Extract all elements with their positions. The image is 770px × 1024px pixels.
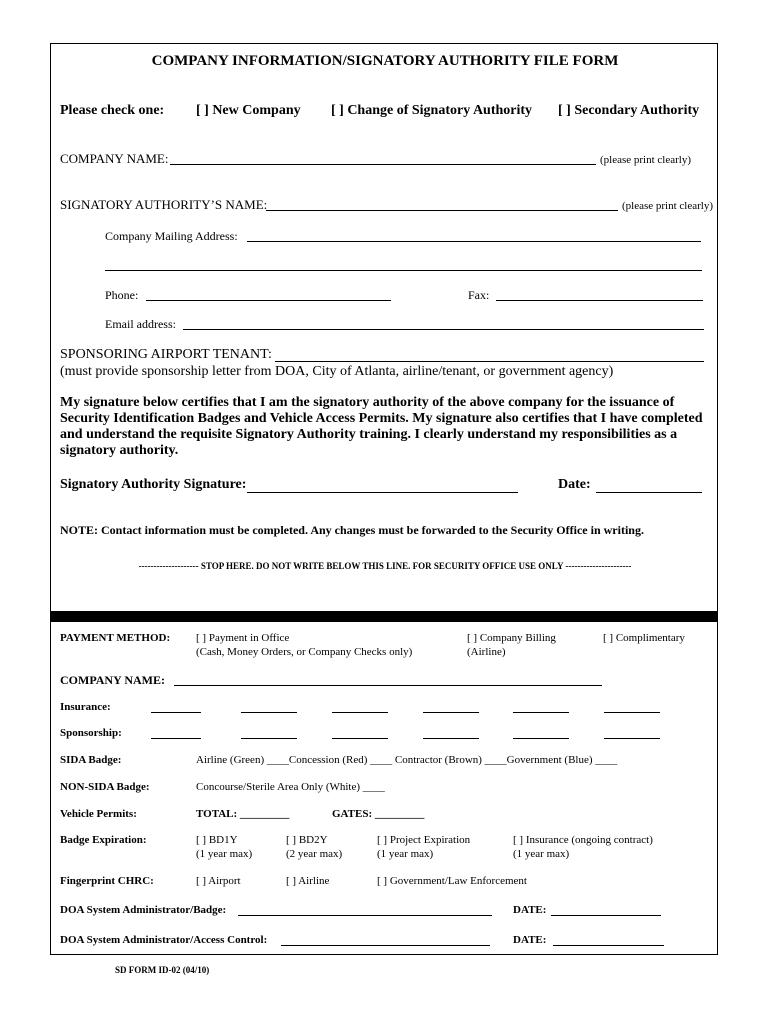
check-one-label: Please check one:: [60, 103, 165, 118]
payment-complimentary-option[interactable]: [ ] Complimentary: [603, 632, 685, 644]
signatory-name-label: SIGNATORY AUTHORITY’S NAME:: [60, 197, 268, 212]
badge-expiration-label: Badge Expiration:: [60, 834, 147, 846]
company-name-note: (please print clearly): [600, 154, 692, 166]
insurance-field-1[interactable]: [151, 712, 201, 713]
insurance-field-6[interactable]: [604, 712, 660, 713]
exp-bd2y-option[interactable]: [ ] BD2Y: [286, 834, 328, 846]
payment-office-option[interactable]: [ ] Payment in Office: [196, 632, 290, 644]
insurance-label: Insurance:: [60, 701, 111, 713]
chrc-label: Fingerprint CHRC:: [60, 875, 154, 887]
payment-billing-note: (Airline): [467, 646, 506, 658]
mailing-address-label: Company Mailing Address:: [105, 229, 238, 243]
fax-label: Fax:: [468, 288, 490, 302]
vehicle-permits-label: Vehicle Permits:: [60, 808, 137, 820]
email-field[interactable]: [183, 329, 704, 330]
nonsida-options[interactable]: Concourse/Sterile Area Only (White) ____: [196, 781, 385, 793]
admin-access-date-label: DATE:: [513, 934, 547, 946]
sida-label: SIDA Badge:: [60, 754, 122, 766]
sponsorship-field-3[interactable]: [332, 738, 388, 739]
signatory-name-note: (please print clearly): [622, 200, 714, 212]
admin-access-label: DOA System Administrator/Access Control:: [60, 934, 268, 946]
insurance-field-4[interactable]: [423, 712, 479, 713]
signature-field[interactable]: [247, 492, 518, 493]
admin-badge-date-label: DATE:: [513, 904, 547, 916]
sida-options[interactable]: Airline (Green) ____Concession (Red) ____ Contractor (Brown) ____Government (Blue) ____: [196, 754, 618, 766]
phone-field[interactable]: [146, 300, 391, 301]
sponsor-label: SPONSORING AIRPORT TENANT:: [60, 347, 272, 362]
phone-label: Phone:: [105, 288, 139, 302]
sponsor-field[interactable]: [275, 361, 704, 362]
vehicle-gates-field[interactable]: GATES: _________: [332, 808, 425, 820]
payment-office-note: (Cash, Money Orders, or Company Checks only): [196, 646, 413, 658]
admin-badge-date-field[interactable]: [551, 915, 661, 916]
fax-field[interactable]: [496, 300, 703, 301]
exp-insurance-note: (1 year max): [513, 848, 570, 860]
email-label: Email address:: [105, 317, 176, 331]
option-change-signatory[interactable]: [ ] Change of Signatory Authority: [331, 103, 533, 118]
admin-badge-field[interactable]: [238, 915, 492, 916]
divider-bar: [50, 611, 718, 622]
chrc-government-option[interactable]: [ ] Government/Law Enforcement: [377, 875, 527, 887]
exp-project-note: (1 year max): [377, 848, 434, 860]
mailing-address-field[interactable]: [247, 241, 701, 242]
form-title: COMPANY INFORMATION/SIGNATORY AUTHORITY FILE FORM: [151, 53, 619, 69]
sponsorship-label: Sponsorship:: [60, 727, 122, 739]
insurance-field-2[interactable]: [241, 712, 297, 713]
payment-billing-option[interactable]: [ ] Company Billing: [467, 632, 556, 644]
exp-bd1y-note: (1 year max): [196, 848, 253, 860]
exp-insurance-option[interactable]: [ ] Insurance (ongoing contract): [513, 834, 653, 846]
sponsor-note: (must provide sponsorship letter from DOA, City of Atlanta, airline/tenant, or government agency): [60, 364, 614, 379]
sponsorship-field-1[interactable]: [151, 738, 201, 739]
stop-line: -------------------- STOP HERE. DO NOT WRITE BELOW THIS LINE. FOR SECURITY OFFICE USE ONLY ----------------------: [138, 561, 632, 571]
option-new-company[interactable]: [ ] New Company: [196, 103, 301, 118]
chrc-airport-option[interactable]: [ ] Airport: [196, 875, 241, 887]
exp-bd2y-note: (2 year max): [286, 848, 343, 860]
admin-access-field[interactable]: [281, 945, 490, 946]
exp-bd1y-option[interactable]: [ ] BD1Y: [196, 834, 238, 846]
insurance-field-3[interactable]: [332, 712, 388, 713]
admin-badge-label: DOA System Administrator/Badge:: [60, 904, 227, 916]
sponsorship-field-6[interactable]: [604, 738, 660, 739]
form-id: SD FORM ID-02 (04/10): [115, 965, 210, 975]
office-company-name-label: COMPANY NAME:: [60, 673, 165, 687]
admin-access-date-field[interactable]: [553, 945, 664, 946]
mailing-address-field-2[interactable]: [105, 270, 702, 271]
company-name-field[interactable]: [170, 164, 596, 165]
exp-project-option[interactable]: [ ] Project Expiration: [377, 834, 471, 846]
signature-date-label: Date:: [558, 477, 591, 492]
option-secondary-authority[interactable]: [ ] Secondary Authority: [558, 103, 700, 118]
signature-date-field[interactable]: [596, 492, 702, 493]
company-name-label: COMPANY NAME:: [60, 151, 169, 166]
nonsida-label: NON-SIDA Badge:: [60, 781, 150, 793]
office-company-name-field[interactable]: [174, 685, 602, 686]
certification-text: My signature below certifies that I am the signatory authority of the above company for the issuance of Security Identification Badges and Vehicle Access Permits. My signature also certifies that I have completed and understand the requisite Signatory Authority training. I clearly understand my responsibilities as a signatory authority.: [60, 395, 703, 458]
chrc-airline-option[interactable]: [ ] Airline: [286, 875, 330, 887]
vehicle-total-field[interactable]: TOTAL: _________: [196, 808, 290, 820]
sponsorship-field-5[interactable]: [513, 738, 569, 739]
signature-label: Signatory Authority Signature:: [60, 477, 247, 492]
sponsorship-field-2[interactable]: [241, 738, 297, 739]
payment-label: PAYMENT METHOD:: [60, 632, 171, 644]
insurance-field-5[interactable]: [513, 712, 569, 713]
note-text: NOTE: Contact information must be completed. Any changes must be forwarded to the Security Office in writing.: [60, 523, 644, 537]
signatory-name-field[interactable]: [266, 210, 618, 211]
sponsorship-field-4[interactable]: [423, 738, 479, 739]
